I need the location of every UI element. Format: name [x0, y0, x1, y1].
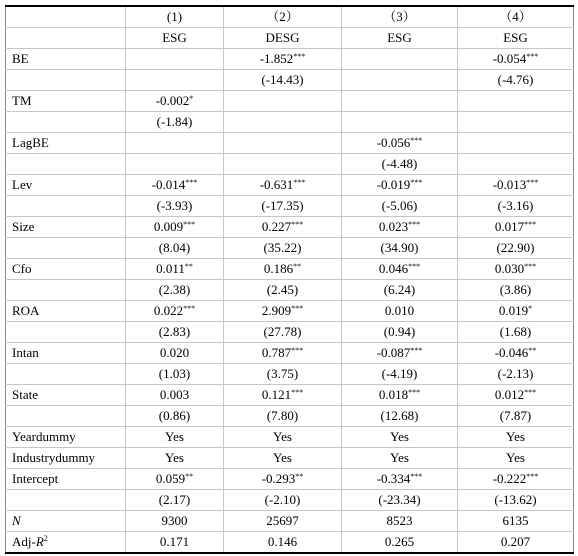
dummy-cell [224, 427, 342, 448]
observations-row [6, 511, 574, 532]
tstat-value: (12.68) [380, 408, 419, 423]
column-number [224, 6, 342, 28]
coefficient-cell [342, 91, 458, 112]
coefficient-value: 0.227 [261, 219, 292, 234]
dummy-cell [458, 448, 574, 469]
dummy-cell [126, 448, 224, 469]
tstat-cell [458, 70, 574, 91]
coef-row-intercept [6, 469, 574, 490]
tstat-cell [126, 406, 224, 427]
significance-stars: *** [524, 262, 537, 271]
tstat-row-tm [6, 112, 574, 133]
coefficient-cell [224, 91, 342, 112]
tstat-blank-cell [6, 154, 126, 175]
tstat-blank-cell [6, 322, 126, 343]
coefficient-cell [342, 343, 458, 364]
adj-r2-label-var: R [35, 534, 44, 549]
dummy-value: Yes [390, 429, 409, 444]
variable-name [6, 343, 126, 364]
coefficient-cell [126, 91, 224, 112]
variable-name [6, 175, 126, 196]
coefficient-cell [458, 175, 574, 196]
observations-value: 25697 [266, 513, 299, 528]
tstat-value: (7.80) [266, 408, 299, 423]
adj-r2-label-cell [6, 532, 126, 554]
adj-r2-cell [126, 532, 224, 554]
coef-row-be [6, 49, 574, 70]
significance-stars: *** [410, 178, 423, 187]
table-wrapper [5, 5, 574, 554]
variable-name-label: Yeardummy [12, 429, 76, 444]
coefficient-value: -1.852 [259, 51, 294, 66]
coefficient-value: 0.020 [159, 345, 190, 360]
significance-stars: *** [526, 472, 539, 481]
coefficient-value: -0.056 [376, 135, 411, 150]
tstat-cell [458, 280, 574, 301]
coefficient-value: 0.046 [378, 261, 409, 276]
dummy-value: Yes [165, 429, 184, 444]
dependent-variable [458, 28, 574, 49]
coefficient-cell [224, 301, 342, 322]
dummy-value: Yes [273, 450, 292, 465]
coefficient-cell [126, 49, 224, 70]
observations-cell [458, 511, 574, 532]
tstat-blank-cell [6, 238, 126, 259]
tstat-cell [126, 112, 224, 133]
coefficient-value: 0.010 [384, 303, 415, 318]
tstat-value: (27.78) [263, 324, 302, 339]
dummy-value: Yes [165, 450, 184, 465]
tstat-row-state [6, 406, 574, 427]
coefficient-cell [458, 343, 574, 364]
tstat-value: (-3.93) [156, 198, 193, 213]
coefficient-cell [342, 259, 458, 280]
tstat-value: (2.17) [158, 492, 191, 507]
coefficient-cell [224, 343, 342, 364]
coef-row-intan [6, 343, 574, 364]
regression-table-body [6, 6, 574, 553]
tstat-cell [224, 70, 342, 91]
dependent-variable-label: ESG [162, 30, 187, 45]
variable-name-label: ROA [12, 303, 40, 318]
variable-name [6, 49, 126, 70]
variable-name-label: TM [12, 93, 32, 108]
regression-table [5, 5, 574, 554]
observations-cell [342, 511, 458, 532]
tstat-cell [126, 364, 224, 385]
significance-stars: ** [295, 472, 304, 481]
header-blank-cell [6, 6, 126, 28]
coefficient-cell [126, 469, 224, 490]
coef-row-tm [6, 91, 574, 112]
dependent-variable [342, 28, 458, 49]
coefficient-cell [126, 301, 224, 322]
coefficient-value: 0.022 [153, 303, 184, 318]
tstat-cell [458, 196, 574, 217]
variable-name-label: Cfo [12, 261, 32, 276]
coef-row-cfo [6, 259, 574, 280]
variable-name [6, 217, 126, 238]
column-number [126, 6, 224, 28]
coefficient-cell [126, 133, 224, 154]
coefficient-cell [342, 175, 458, 196]
coefficient-cell [458, 385, 574, 406]
tstat-value: (-2.10) [264, 492, 301, 507]
tstat-value: (3.75) [266, 366, 299, 381]
tstat-cell [126, 70, 224, 91]
tstat-value: (-3.16) [497, 198, 534, 213]
coefficient-cell [224, 385, 342, 406]
dependent-variable [126, 28, 224, 49]
significance-stars: *** [410, 472, 423, 481]
tstat-value: (2.45) [266, 282, 299, 297]
tstat-value: (-1.84) [156, 114, 193, 129]
tstat-cell [224, 280, 342, 301]
variable-name-label: Size [12, 219, 35, 234]
tstat-value: (0.94) [383, 324, 416, 339]
adj-r2-value: 0.146 [267, 534, 298, 549]
dummy-cell [126, 427, 224, 448]
adj-r2-label-prefix: Adj- [12, 534, 36, 549]
coef-row-roa [6, 301, 574, 322]
coefficient-cell [224, 133, 342, 154]
tstat-cell [342, 196, 458, 217]
tstat-cell [342, 70, 458, 91]
variable-name-label: Lev [12, 177, 33, 192]
tstat-value: (-5.06) [381, 198, 418, 213]
dummy-cell [342, 427, 458, 448]
tstat-row-be [6, 70, 574, 91]
tstat-cell [458, 112, 574, 133]
tstat-blank-cell [6, 112, 126, 133]
dummy-value: Yes [390, 450, 409, 465]
significance-stars: * [189, 94, 194, 103]
tstat-cell [126, 238, 224, 259]
coef-row-state [6, 385, 574, 406]
coefficient-cell [342, 469, 458, 490]
tstat-row-roa [6, 322, 574, 343]
significance-stars: *** [185, 178, 198, 187]
dummy-row-yeardummy [6, 427, 574, 448]
dummy-value: Yes [506, 450, 525, 465]
observations-cell [126, 511, 224, 532]
adj-r2-cell [458, 532, 574, 554]
tstat-value: (35.22) [263, 240, 302, 255]
coefficient-value: 0.059 [155, 471, 186, 486]
significance-stars: *** [291, 304, 304, 313]
dependent-variable-label: DESG [265, 30, 300, 45]
tstat-row-lagbe [6, 154, 574, 175]
tstat-row-intercept [6, 490, 574, 511]
significance-stars: ** [293, 262, 302, 271]
dependent-variable [224, 28, 342, 49]
tstat-cell [342, 238, 458, 259]
dummy-row-industrydummy [6, 448, 574, 469]
significance-stars: ** [185, 472, 194, 481]
tstat-value: (2.38) [158, 282, 191, 297]
tstat-cell [342, 406, 458, 427]
variable-name [6, 133, 126, 154]
tstat-blank-cell [6, 196, 126, 217]
column-number-label: (1) [166, 9, 183, 24]
tstat-value: (-13.62) [494, 492, 537, 507]
tstat-value: (1.68) [499, 324, 532, 339]
header-row-numbers [6, 6, 574, 28]
coefficient-cell [126, 385, 224, 406]
column-number [342, 6, 458, 28]
tstat-cell [224, 322, 342, 343]
tstat-cell [224, 364, 342, 385]
header-row-dependent [6, 28, 574, 49]
variable-name [6, 469, 126, 490]
tstat-value: (-4.19) [381, 366, 418, 381]
coefficient-value: -0.631 [259, 177, 294, 192]
tstat-row-cfo [6, 280, 574, 301]
coefficient-value: -0.054 [492, 51, 527, 66]
coefficient-value: 0.011 [156, 261, 185, 276]
adj-r2-row [6, 532, 574, 554]
column-number-label: （2） [266, 9, 299, 24]
tstat-cell [342, 490, 458, 511]
tstat-cell [458, 238, 574, 259]
coefficient-cell [224, 469, 342, 490]
significance-stars: *** [524, 220, 537, 229]
coef-row-lev [6, 175, 574, 196]
significance-stars: *** [291, 220, 304, 229]
tstat-value: (22.90) [496, 240, 535, 255]
coefficient-cell [458, 133, 574, 154]
coefficient-value: -0.087 [376, 345, 411, 360]
variable-name [6, 385, 126, 406]
adj-r2-cell [342, 532, 458, 554]
observations-value: 9300 [161, 513, 188, 528]
tstat-cell [458, 406, 574, 427]
tstat-cell [458, 490, 574, 511]
variable-name [6, 91, 126, 112]
coefficient-value: 0.003 [159, 387, 190, 402]
tstat-value: (3.86) [499, 282, 532, 297]
tstat-cell [342, 322, 458, 343]
tstat-value: (-14.43) [261, 72, 304, 87]
variable-name [6, 301, 126, 322]
coefficient-cell [126, 259, 224, 280]
tstat-row-intan [6, 364, 574, 385]
coefficient-value: -0.334 [376, 471, 411, 486]
observations-label-cell [6, 511, 126, 532]
observations-cell [224, 511, 342, 532]
coefficient-cell [458, 301, 574, 322]
coefficient-cell [224, 217, 342, 238]
variable-name [6, 448, 126, 469]
coefficient-value: -0.293 [261, 471, 296, 486]
coefficient-value: -0.014 [151, 177, 186, 192]
coef-row-size [6, 217, 574, 238]
observations-value: 6135 [502, 513, 529, 528]
variable-name-label: Intan [12, 345, 39, 360]
tstat-cell [458, 364, 574, 385]
tstat-cell [224, 112, 342, 133]
dummy-cell [224, 448, 342, 469]
coefficient-cell [224, 49, 342, 70]
coefficient-cell [126, 217, 224, 238]
significance-stars: *** [524, 388, 537, 397]
significance-stars: *** [183, 220, 196, 229]
tstat-value: (2.83) [158, 324, 191, 339]
tstat-cell [224, 490, 342, 511]
significance-stars: *** [293, 52, 306, 61]
significance-stars: *** [291, 388, 304, 397]
coefficient-value: 0.017 [494, 219, 525, 234]
column-number [458, 6, 574, 28]
tstat-cell [342, 280, 458, 301]
tstat-value: (-2.13) [497, 366, 534, 381]
adj-r2-cell [224, 532, 342, 554]
significance-stars: *** [526, 52, 539, 61]
tstat-value: (8.04) [158, 240, 191, 255]
variable-name [6, 259, 126, 280]
dependent-variable-label: ESG [503, 30, 528, 45]
variable-name-label: Industrydummy [12, 450, 96, 465]
significance-stars: *** [408, 388, 421, 397]
column-number-label: （3） [383, 9, 416, 24]
coefficient-cell [458, 469, 574, 490]
coefficient-value: 0.023 [378, 219, 409, 234]
tstat-blank-cell [6, 490, 126, 511]
coefficient-value: -0.013 [492, 177, 527, 192]
tstat-blank-cell [6, 280, 126, 301]
variable-name-label: State [12, 387, 38, 402]
significance-stars: *** [408, 220, 421, 229]
tstat-row-lev [6, 196, 574, 217]
tstat-cell [126, 280, 224, 301]
significance-stars: *** [526, 178, 539, 187]
tstat-cell [342, 364, 458, 385]
tstat-cell [342, 112, 458, 133]
tstat-blank-cell [6, 364, 126, 385]
observations-value: 8523 [386, 513, 413, 528]
tstat-cell [224, 406, 342, 427]
variable-name-label: BE [12, 51, 29, 66]
significance-stars: ** [184, 262, 193, 271]
tstat-value: (7.87) [499, 408, 532, 423]
coefficient-cell [342, 385, 458, 406]
tstat-cell [342, 154, 458, 175]
significance-stars: *** [408, 262, 421, 271]
header-blank-cell [6, 28, 126, 49]
significance-stars: *** [410, 136, 423, 145]
significance-stars: *** [183, 304, 196, 313]
coefficient-value: 0.030 [494, 261, 525, 276]
tstat-cell [458, 154, 574, 175]
tstat-value: (-4.48) [381, 156, 418, 171]
tstat-cell [126, 154, 224, 175]
variable-name-label: LagBE [12, 135, 49, 150]
tstat-value: (1.03) [158, 366, 191, 381]
adj-r2-value: 0.265 [384, 534, 415, 549]
coefficient-cell [458, 49, 574, 70]
variable-name-label: Intercept [12, 471, 59, 486]
coefficient-cell [458, 91, 574, 112]
coefficient-cell [342, 301, 458, 322]
coefficient-value: 0.009 [153, 219, 184, 234]
observations-label: N [12, 513, 21, 528]
coefficient-cell [342, 217, 458, 238]
variable-name [6, 427, 126, 448]
tstat-cell [458, 322, 574, 343]
coefficient-value: -0.002 [155, 93, 190, 108]
dummy-cell [458, 427, 574, 448]
coefficient-value: 0.121 [261, 387, 292, 402]
dummy-cell [342, 448, 458, 469]
significance-stars: * [528, 304, 533, 313]
coefficient-cell [342, 49, 458, 70]
tstat-blank-cell [6, 406, 126, 427]
tstat-cell [126, 196, 224, 217]
coef-row-lagbe [6, 133, 574, 154]
significance-stars: *** [291, 346, 304, 355]
coefficient-cell [458, 259, 574, 280]
column-number-label: （4） [499, 9, 532, 24]
coefficient-value: 0.012 [494, 387, 525, 402]
coefficient-value: -0.222 [492, 471, 527, 486]
dummy-value: Yes [506, 429, 525, 444]
coefficient-value: 0.787 [261, 345, 292, 360]
tstat-cell [224, 154, 342, 175]
tstat-value: (34.90) [380, 240, 419, 255]
tstat-value: (0.86) [158, 408, 191, 423]
coefficient-cell [224, 259, 342, 280]
coefficient-cell [126, 175, 224, 196]
significance-stars: ** [528, 346, 537, 355]
coefficient-value: -0.019 [376, 177, 411, 192]
coefficient-cell [342, 133, 458, 154]
tstat-value: (-17.35) [261, 198, 304, 213]
significance-stars: *** [293, 178, 306, 187]
significance-stars: *** [410, 346, 423, 355]
adj-r2-value: 0.171 [159, 534, 190, 549]
coefficient-cell [224, 175, 342, 196]
coefficient-cell [458, 217, 574, 238]
tstat-value: (-4.76) [497, 72, 534, 87]
tstat-value: (-23.34) [378, 492, 421, 507]
dependent-variable-label: ESG [387, 30, 412, 45]
tstat-cell [126, 322, 224, 343]
dummy-value: Yes [273, 429, 292, 444]
adj-r2-label-sup: 2 [43, 534, 48, 543]
coefficient-cell [126, 343, 224, 364]
tstat-cell [224, 238, 342, 259]
tstat-cell [224, 196, 342, 217]
coefficient-value: 0.019 [498, 303, 529, 318]
coefficient-value: 0.018 [378, 387, 409, 402]
coefficient-value: 2.909 [261, 303, 292, 318]
tstat-blank-cell [6, 70, 126, 91]
adj-r2-value: 0.207 [500, 534, 531, 549]
tstat-row-size [6, 238, 574, 259]
coefficient-value: 0.186 [263, 261, 294, 276]
tstat-value: (6.24) [383, 282, 416, 297]
tstat-cell [126, 490, 224, 511]
coefficient-value: -0.046 [494, 345, 529, 360]
